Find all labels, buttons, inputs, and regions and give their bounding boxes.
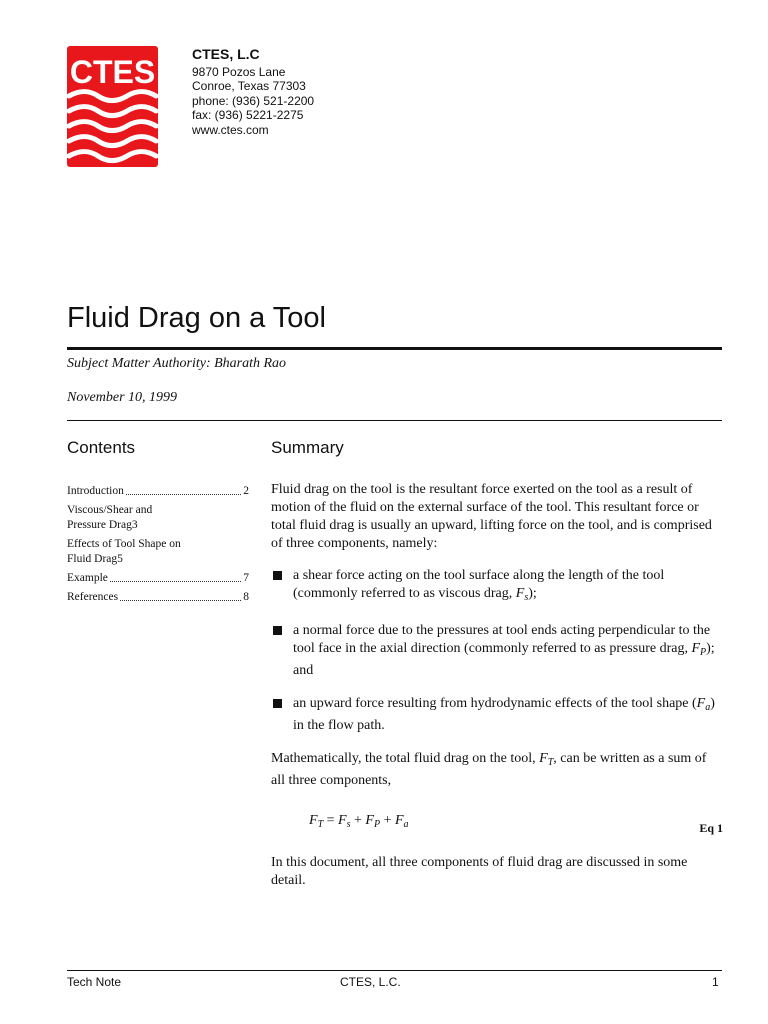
force-symbol: F bbox=[539, 751, 548, 766]
eq-lhs-sub: T bbox=[317, 819, 324, 830]
toc-label-line2: Pressure Drag bbox=[67, 519, 132, 531]
ctes-logo bbox=[67, 46, 158, 167]
equation-formula bbox=[309, 812, 409, 834]
fax-number: fax: (936) 5221-2275 bbox=[192, 108, 304, 123]
eq-term-2-sub: P bbox=[373, 819, 381, 830]
eq-term-2: F bbox=[365, 813, 374, 828]
company-name: CTES, L.C bbox=[192, 46, 260, 62]
summary-heading: Summary bbox=[271, 438, 344, 457]
bullet-square-icon bbox=[273, 699, 282, 708]
bullet-text-end: ); and bbox=[293, 641, 715, 678]
toc-page: 5 bbox=[117, 553, 123, 565]
address-line-2: Conroe, Texas 77303 bbox=[192, 79, 306, 94]
toc-label: Effects of Tool Shape on bbox=[67, 538, 181, 550]
eq-term-1-sub: s bbox=[346, 819, 351, 830]
footer-company: CTES, L.C. bbox=[340, 975, 401, 989]
bullet-text-end: ); bbox=[528, 586, 537, 601]
force-subscript: T bbox=[547, 757, 554, 768]
toc-label: Introduction bbox=[67, 485, 124, 497]
eq-term-1: F bbox=[338, 813, 347, 828]
eq-term-3-sub: a bbox=[403, 819, 409, 830]
document-title: Fluid Drag on a Tool bbox=[67, 302, 327, 334]
toc-page: 2 bbox=[243, 485, 249, 497]
math-text-end: , can be written as a sum of all three components, bbox=[271, 751, 707, 788]
eq-plus: + bbox=[380, 813, 395, 828]
force-subscript: a bbox=[705, 702, 711, 713]
math-intro bbox=[271, 750, 723, 790]
bullet-text: a normal force due to the pressures at tool ends acting perpendicular to the tool face in the axial direction (commonly referred to as pressure drag, bbox=[293, 623, 711, 656]
eq-plus: + bbox=[350, 813, 366, 828]
toc-leader bbox=[110, 581, 241, 582]
toc-label: Example bbox=[67, 572, 108, 584]
subject-authority: Subject Matter Authority: Bharath Rao bbox=[67, 356, 287, 371]
toc-page: 8 bbox=[243, 591, 249, 603]
equation-1 bbox=[271, 804, 723, 844]
toc-label: Viscous/Shear and bbox=[67, 504, 153, 516]
toc-item-viscous-pressure-drag[interactable] bbox=[67, 503, 249, 533]
bullet-text: an upward force resulting from hydrodynamic effects of the tool shape ( bbox=[293, 696, 697, 711]
address-line-1: 9870 Pozos Lane bbox=[192, 65, 286, 79]
bullet-item-viscous bbox=[271, 567, 723, 607]
toc-label: References bbox=[67, 591, 119, 603]
force-symbol: F bbox=[515, 586, 525, 601]
toc-page: 3 bbox=[131, 519, 138, 531]
footer-doc-type: Tech Note bbox=[67, 975, 122, 989]
bullet-square-icon bbox=[273, 626, 282, 635]
footer-divider bbox=[67, 970, 722, 971]
bullet-square-icon bbox=[273, 571, 282, 580]
math-text: Mathematically, the total fluid drag on the tool, bbox=[271, 751, 540, 766]
force-subscript: P bbox=[700, 647, 707, 658]
force-subscript: s bbox=[524, 592, 529, 603]
phone-number: phone: (936) 521-2200 bbox=[192, 93, 315, 108]
bullet-text: a shear force acting on the tool surface along the length of the tool (commonly referred to as viscous drag, bbox=[293, 568, 665, 601]
toc-item-example[interactable] bbox=[67, 571, 249, 586]
bullet-item-hydrodynamic bbox=[271, 695, 723, 735]
section-divider bbox=[67, 420, 722, 421]
title-divider bbox=[67, 347, 722, 350]
toc-page: 7 bbox=[243, 572, 249, 584]
bullet-item-pressure bbox=[271, 622, 723, 680]
toc-item-introduction[interactable] bbox=[67, 484, 249, 499]
website-link[interactable]: www.ctes.com bbox=[192, 122, 269, 137]
company-address-block bbox=[192, 46, 314, 137]
eq-equals: = bbox=[323, 813, 339, 828]
page-number: 1 bbox=[712, 975, 719, 989]
document-date: November 10, 1999 bbox=[67, 390, 178, 405]
toc-leader bbox=[126, 494, 241, 495]
toc-item-references[interactable] bbox=[67, 590, 249, 605]
bullet-text-end: ) in the flow path. bbox=[293, 696, 715, 733]
toc-leader bbox=[120, 600, 241, 601]
force-symbol: F bbox=[691, 641, 701, 656]
contents-heading: Contents bbox=[67, 438, 136, 457]
force-symbol: F bbox=[696, 696, 706, 711]
equation-number: Eq 1 bbox=[699, 821, 723, 835]
toc-item-tool-shape[interactable] bbox=[67, 537, 249, 567]
summary-closing: In this document, all three components of fluid drag are discussed in some detail. bbox=[271, 855, 688, 888]
eq-lhs: F bbox=[309, 813, 318, 828]
eq-term-3: F bbox=[394, 813, 404, 828]
logo-text: CTES bbox=[69, 54, 156, 90]
toc-label-line2: Fluid Drag bbox=[67, 553, 118, 565]
summary-intro: Fluid drag on the tool is the resultant force exerted on the tool as a result of motion of the fluid on the external surface of the tool. This resultant force or total fluid drag is usually an upward, lifting force on the tool, and is comprised of three components, namely: bbox=[271, 482, 712, 551]
summary-body bbox=[271, 481, 723, 904]
table-of-contents bbox=[67, 484, 249, 609]
